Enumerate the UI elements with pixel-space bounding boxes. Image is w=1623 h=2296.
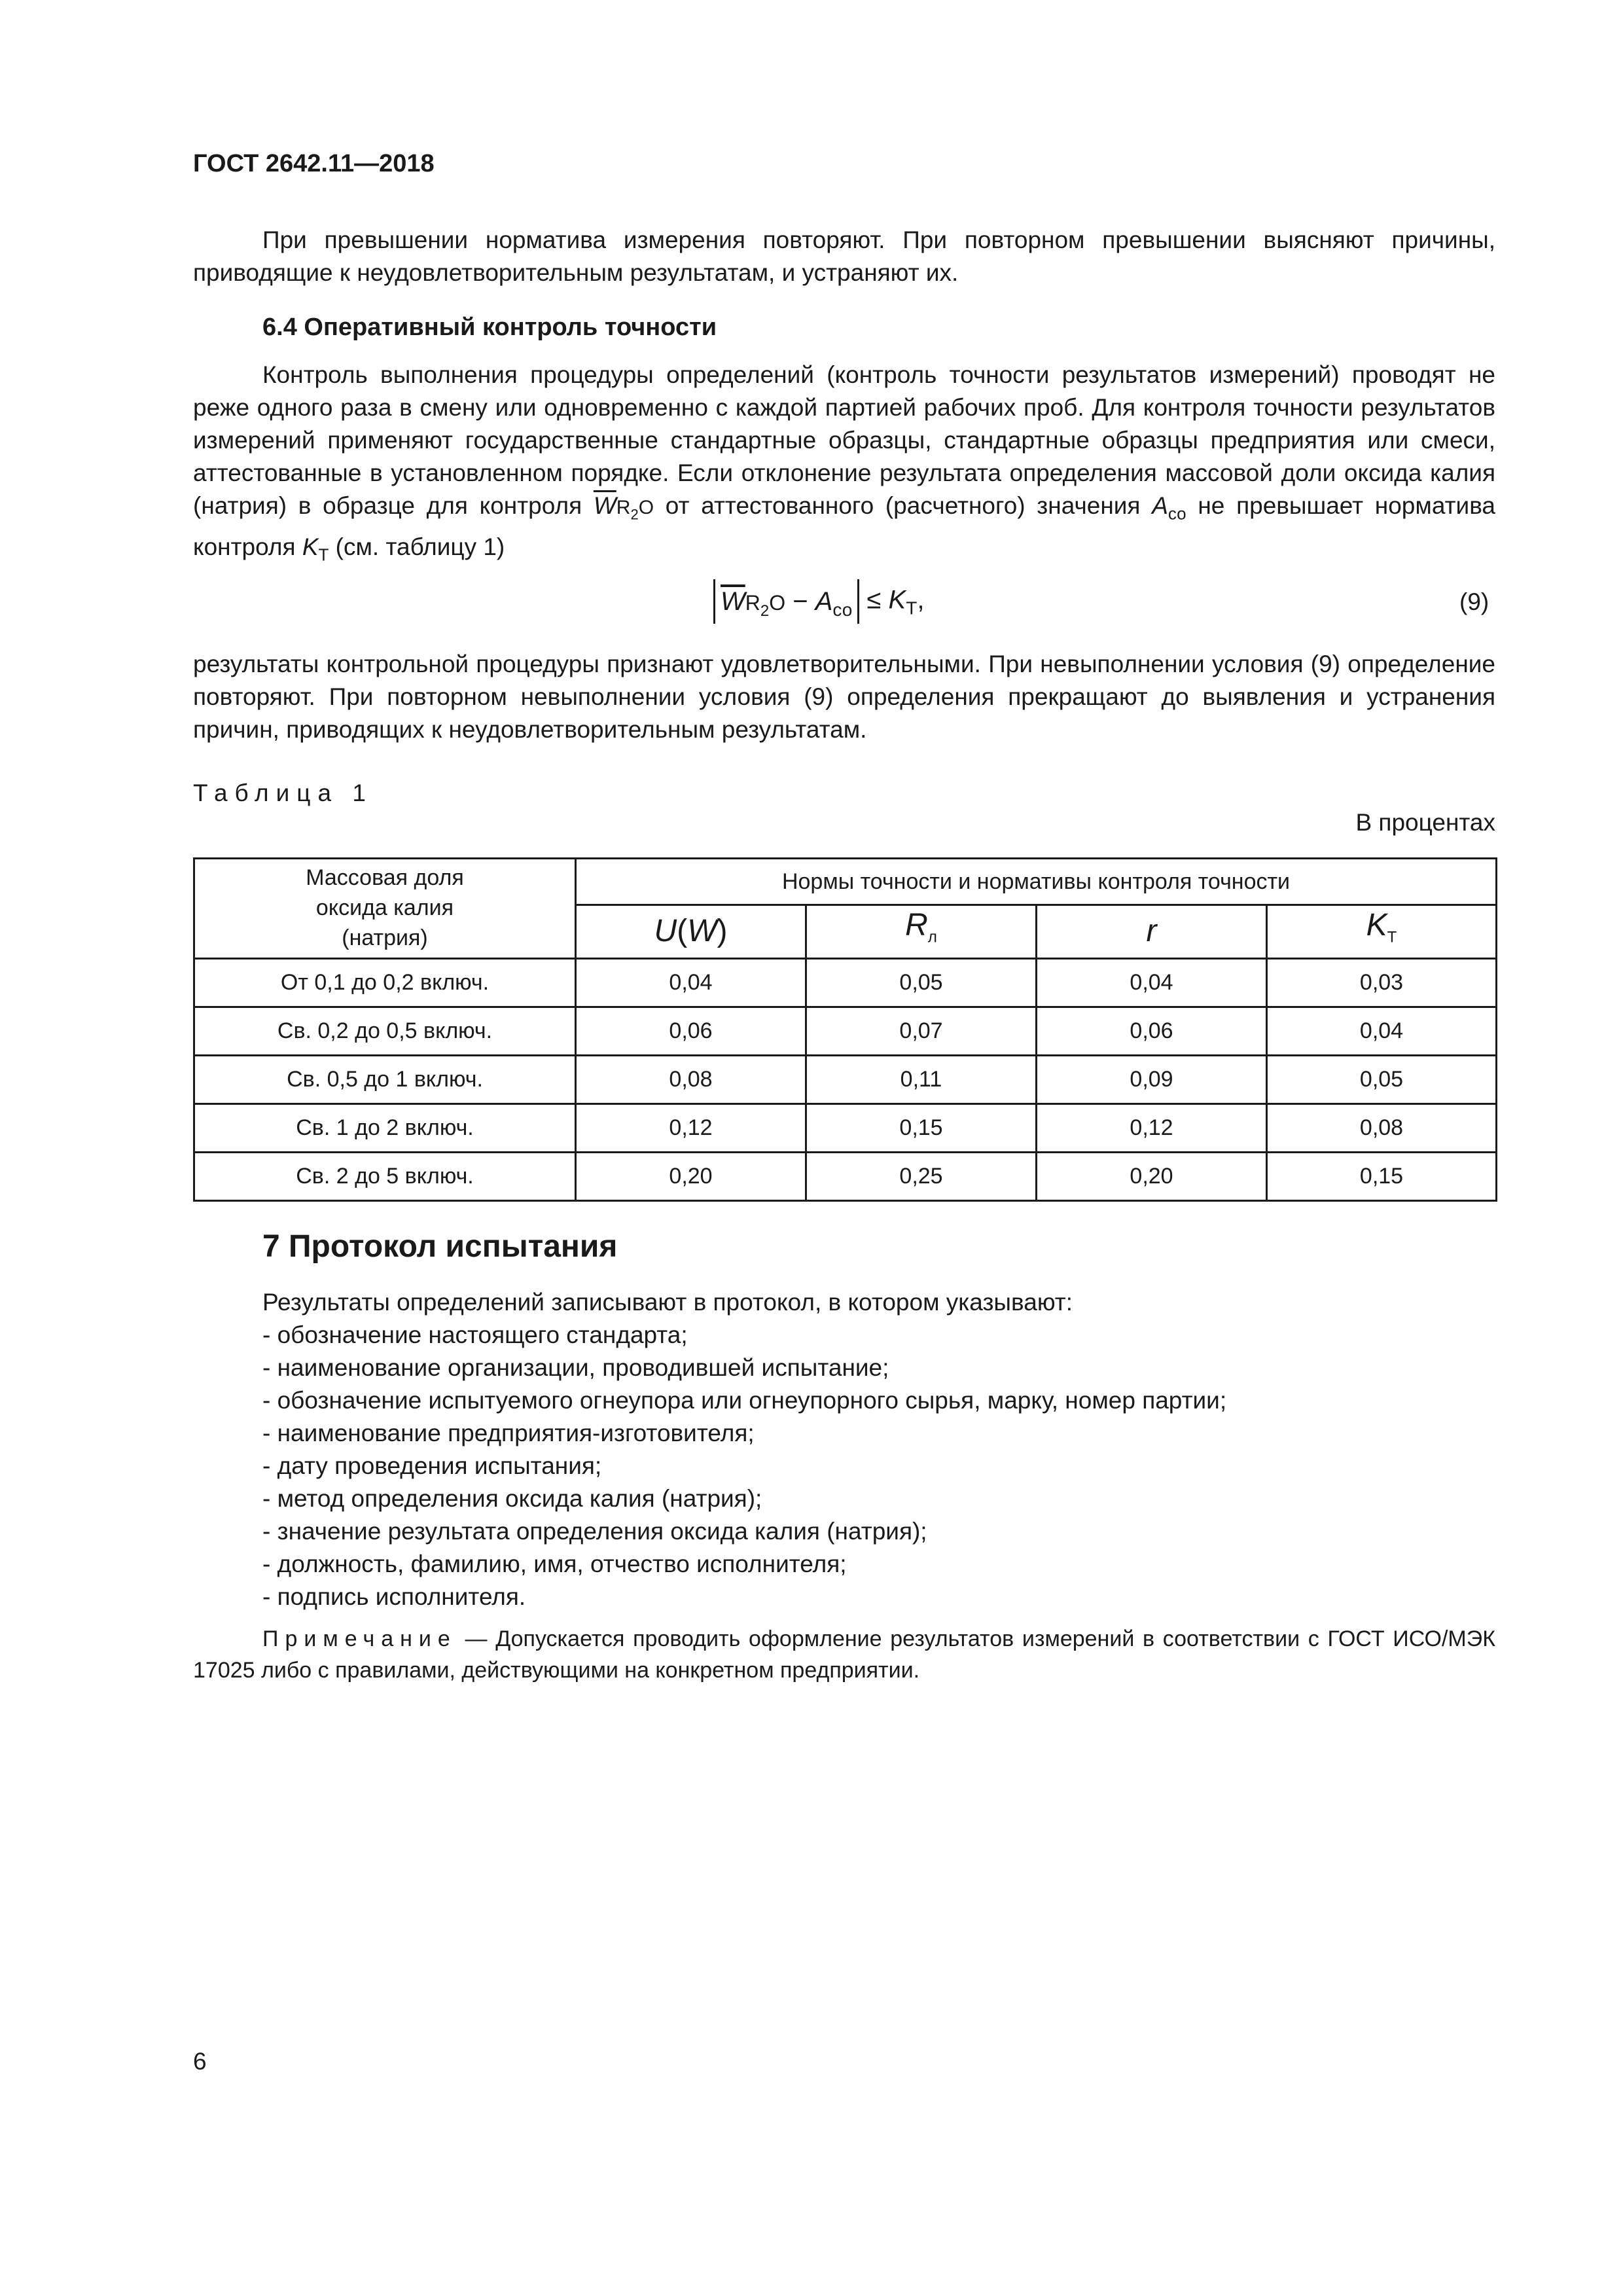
post-formula-text: результаты контрольной процедуры признают удовлетворительными. При невыполнении условия (9) определение повторяют. При повторном невыполнении условия (9) определения прекращают до выявления и устранения причин, приводящих к неудовлетворительным результатам. [193,651,1495,743]
note-label: Примечание [262,1626,457,1651]
symbol-a-co: $A_{со}$ [1152,492,1186,524]
table-row: Св. 2 до 5 включ. 0,20 0,25 0,20 0,15 [194,1152,1497,1200]
list-item: - наименование организации, проводившей испытание; [262,1354,889,1381]
list-item: - подпись исполнителя. [262,1583,526,1610]
table-row: Св. 1 до 2 включ. 0,12 0,15 0,12 0,08 [194,1103,1497,1152]
table-caption: Таблица 1 [193,780,373,806]
table-row: Св. 0,2 до 0,5 включ. 0,06 0,07 0,06 0,04 [194,1007,1497,1055]
col-header-kt: $K_Т$ [1267,905,1497,959]
para-end: (см. таблицу 1) [335,533,505,561]
intro-text: При превышении норматива измерения повторяют. При повторном превышении выясняют причины, приводящие к неудовлетворительным результатам, и устраняют их. [193,226,1495,286]
doc-code-header: ГОСТ 2642.11—2018 [193,150,435,177]
formula-9: $\overline{W}R_2O - A_{со} \le K_Т$, [713,579,924,625]
symbol-w-r2o: $\overline{W}R_2O$ [593,492,654,523]
formula-number: (9) [1459,588,1489,615]
list-item: - обозначение испытуемого огнеупора или огнеупорного сырья, марку, номер партии; [262,1387,1227,1414]
col-header-uw: U(W) [576,905,806,959]
post-formula-paragraph [193,648,1495,746]
absolute-value: $\overline{W}R_2O - A_{со}$ [713,579,859,624]
intro-paragraph [193,224,1495,289]
row-header: Массовая доля оксида калия (натрия) [194,859,576,959]
section-6-4-paragraph [193,359,1495,571]
group-header: Нормы точности и нормативы контроля точности [576,859,1497,905]
note [193,1623,1495,1686]
section-7-title: 7 Протокол испытания [262,1229,618,1264]
table-units: В процентах [1355,809,1495,836]
note-text: — Допускается проводить оформление результатов измерений в соответствии с ГОСТ ИСО/МЭК 17025 либо с правилами, действующими на конкретном предприятии. [193,1626,1495,1683]
list-item: - наименование предприятия-изготовителя; [262,1420,755,1446]
table-row: Св. 0,5 до 1 включ. 0,08 0,11 0,09 0,05 [194,1055,1497,1103]
list-lead: Результаты определений записывают в протокол, в котором указывают: [262,1289,1073,1316]
page-number: 6 [193,2048,207,2075]
table-row: От 0,1 до 0,2 включ. 0,04 0,05 0,04 0,03 [194,958,1497,1007]
list-item: - обозначение настоящего стандарта; [262,1321,688,1348]
protocol-list [262,1286,1506,1613]
list-item: - дату проведения испытания; [262,1452,602,1479]
para-mid2: не превышает норматива контроля [193,492,1496,561]
symbol-k-t: $K_Т$ [302,533,329,565]
section-6-4-title: 6.4 Оперативный контроль точности [262,314,717,341]
para-text: Контроль выполнения процедуры определений (контроль точности результатов измерений) проводят не реже одного раза в смену или одновременно с каждой партией рабочих проб. Для контроля точности результатов измерений применяют государственные стандартные образцы, стандартные образцы предприятия или смеси, аттестованные в установленном порядке. Если отклонение результата определения массовой доли оксида калия (натрия) в образце для контроля [193,361,1495,519]
list-item: - значение результата определения оксида калия (натрия); [262,1518,927,1545]
list-item: - должность, фамилию, имя, отчество исполнителя; [262,1551,847,1577]
para-mid: от аттестованного (расчетного) значения [665,492,1141,519]
accuracy-table [193,857,1497,1202]
col-header-r: r [1037,905,1267,959]
list-item: - метод определения оксида калия (натрия); [262,1485,762,1512]
col-header-rl: $R_л$ [806,905,1037,959]
